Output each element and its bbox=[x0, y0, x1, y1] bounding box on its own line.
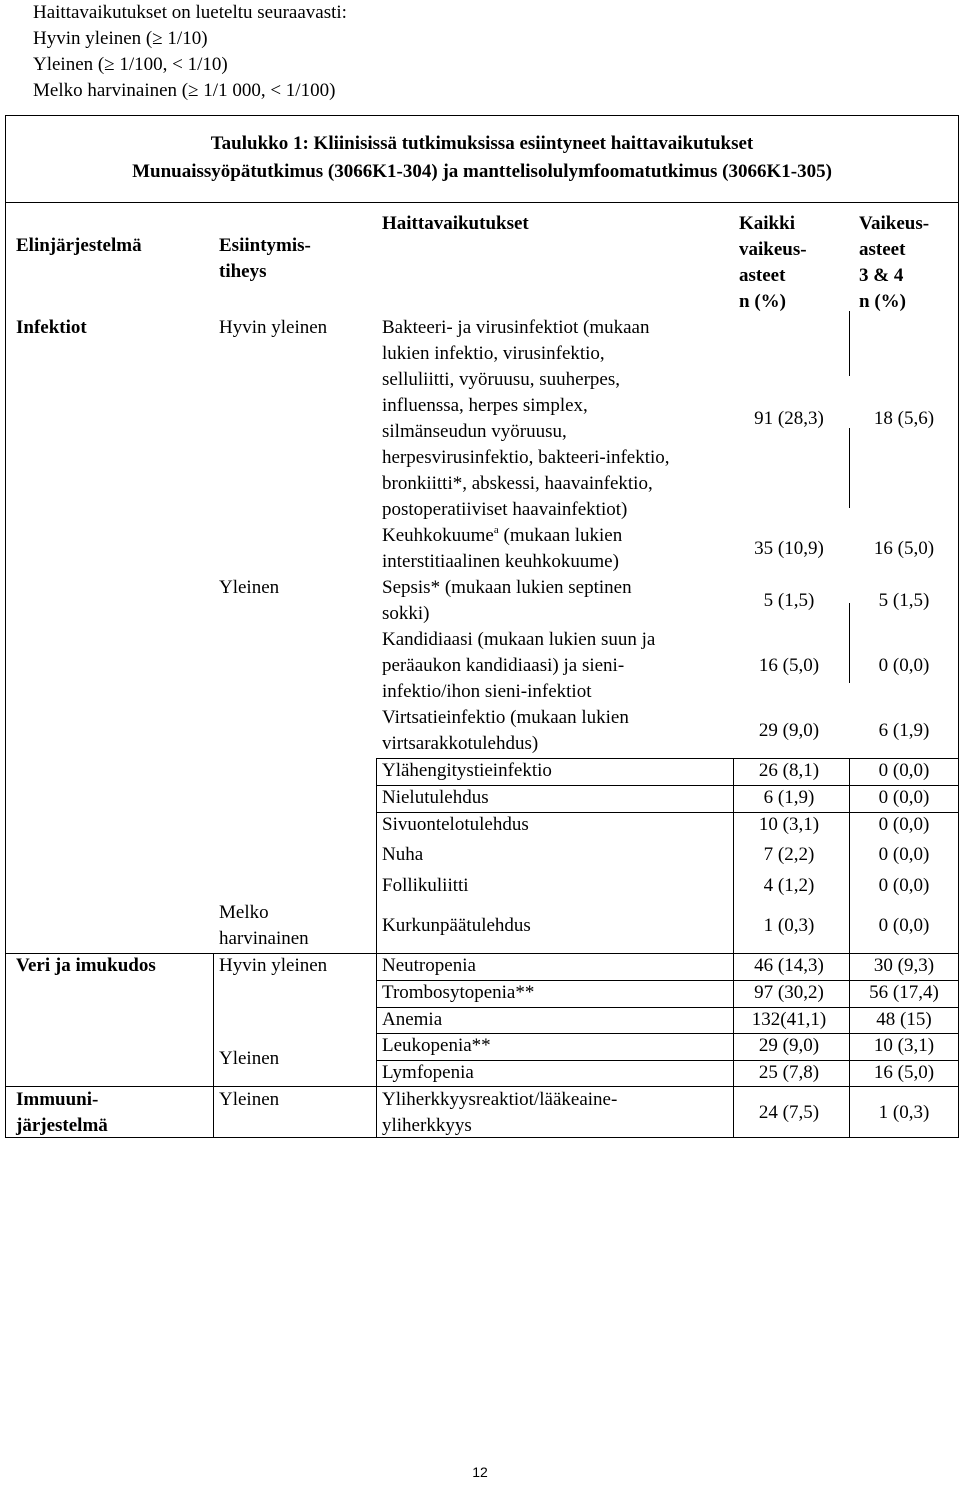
value-all-grades: 7 (2,2) bbox=[763, 844, 815, 865]
freq-common-blood: Yleinen bbox=[219, 1048, 280, 1069]
value-grade34: 0 (0,0) bbox=[878, 844, 930, 865]
value-grade34: 10 (3,1) bbox=[873, 1035, 935, 1056]
organ-immune-line1: Immuuni- bbox=[16, 1089, 99, 1110]
value-grade34: 16 (5,0) bbox=[873, 538, 935, 559]
column-divider bbox=[733, 758, 734, 1137]
freq-common-immune: Yleinen bbox=[219, 1089, 280, 1110]
header-grade34-line3: 3 & 4 bbox=[859, 265, 904, 286]
column-divider bbox=[849, 603, 850, 683]
header-frequency-line2: tiheys bbox=[219, 261, 267, 282]
reaction-text: influenssa, herpes simplex, bbox=[382, 395, 588, 416]
reaction-text: herpesvirusinfektio, bakteeri-infektio, bbox=[382, 447, 670, 468]
value-grade34: 5 (1,5) bbox=[878, 590, 930, 611]
value-grade34: 0 (0,0) bbox=[878, 814, 930, 835]
organ-immune-line2: järjestelmä bbox=[16, 1115, 108, 1136]
value-grade34: 6 (1,9) bbox=[878, 720, 930, 741]
value-grade34: 16 (5,0) bbox=[873, 1062, 935, 1083]
value-all-grades: 25 (7,8) bbox=[758, 1062, 820, 1083]
reaction-text bbox=[382, 523, 622, 549]
reaction-text: selluliitti, vyöruusu, suuherpes, bbox=[382, 369, 621, 390]
reaction-text: Sivuontelotulehdus bbox=[382, 814, 529, 835]
reaction-text: Sepsis* (mukaan lukien septinen bbox=[382, 577, 632, 598]
reaction-text: infektio/ihon sieni-infektiot bbox=[382, 681, 592, 702]
table-title-line1: Taulukko 1: Kliinisissä tutkimuksissa esiintyneet haittavaikutukset bbox=[210, 133, 754, 154]
row-divider bbox=[376, 1060, 959, 1061]
header-all-grades-line4: n (%) bbox=[739, 291, 786, 312]
reaction-text-rest: (mukaan lukien bbox=[498, 525, 623, 546]
freq-very-common-infections: Hyvin yleinen bbox=[219, 317, 328, 338]
reaction-text: Anemia bbox=[382, 1009, 443, 1030]
page-number: 12 bbox=[472, 1464, 488, 1480]
row-divider bbox=[6, 953, 959, 954]
reaction-text: Virtsatieinfektio (mukaan lukien bbox=[382, 707, 629, 728]
value-all-grades: 46 (14,3) bbox=[754, 955, 824, 976]
value-grade34: 48 (15) bbox=[876, 1009, 932, 1030]
table-grid bbox=[5, 202, 959, 1138]
value-all-grades: 26 (8,1) bbox=[758, 760, 820, 781]
table-title-line2: Munuaissyöpätutkimus (3066K1-304) ja manttelisolulymfoomatutkimus (3066K1-305) bbox=[132, 161, 832, 182]
reaction-text: postoperatiiviset haavainfektiot) bbox=[382, 499, 628, 520]
reaction-text: Kandidiaasi (mukaan lukien suun ja bbox=[382, 629, 656, 650]
column-divider bbox=[213, 953, 214, 1137]
reaction-text: yliherkkyys bbox=[382, 1115, 472, 1136]
value-grade34: 0 (0,0) bbox=[878, 875, 930, 896]
value-all-grades: 91 (28,3) bbox=[754, 408, 824, 429]
value-all-grades: 132(41,1) bbox=[751, 1009, 827, 1030]
value-all-grades: 16 (5,0) bbox=[758, 655, 820, 676]
reaction-text: silmänseudun vyöruusu, bbox=[382, 421, 567, 442]
row-divider bbox=[376, 812, 959, 813]
reaction-text: peräaukon kandidiaasi) ja sieni- bbox=[382, 655, 625, 676]
organ-blood: Veri ja imukudos bbox=[16, 955, 156, 976]
column-divider bbox=[376, 758, 377, 1137]
header-organ: Elinjärjestelmä bbox=[16, 235, 142, 256]
reaction-text: Ylähengitystieinfektio bbox=[382, 760, 552, 781]
table-caption bbox=[5, 115, 959, 202]
value-all-grades: 10 (3,1) bbox=[758, 814, 820, 835]
value-all-grades: 5 (1,5) bbox=[763, 590, 815, 611]
reaction-text: Leukopenia** bbox=[382, 1035, 491, 1056]
row-divider bbox=[6, 1086, 959, 1087]
reaction-text: virtsarakkotulehdus) bbox=[382, 733, 539, 754]
intro-lead: Haittavaikutukset on lueteltu seuraavasti: bbox=[33, 2, 347, 23]
column-divider bbox=[849, 758, 850, 1137]
reaction-pneumonia: Keuhkokuume bbox=[382, 525, 494, 546]
value-grade34: 1 (0,3) bbox=[878, 1102, 930, 1123]
value-all-grades: 29 (9,0) bbox=[758, 720, 820, 741]
reaction-text: Kurkunpäätulehdus bbox=[382, 915, 531, 936]
reaction-text: Follikuliitti bbox=[382, 875, 469, 896]
header-reactions: Haittavaikutukset bbox=[382, 213, 529, 234]
value-all-grades: 97 (30,2) bbox=[754, 982, 824, 1003]
value-all-grades: 35 (10,9) bbox=[754, 538, 824, 559]
value-all-grades: 24 (7,5) bbox=[758, 1102, 820, 1123]
reaction-text: bronkiitti*, abskessi, haavainfektio, bbox=[382, 473, 653, 494]
freq-very-common-blood: Hyvin yleinen bbox=[219, 955, 328, 976]
reaction-text: Bakteeri- ja virusinfektiot (mukaan bbox=[382, 317, 650, 338]
footnote-marker: a bbox=[493, 524, 499, 536]
header-all-grades-line2: vaikeus- bbox=[739, 239, 807, 260]
reaction-text: Nielutulehdus bbox=[382, 787, 489, 808]
reaction-text: lukien infektio, virusinfektio, bbox=[382, 343, 605, 364]
intro-very-common: Hyvin yleinen (≥ 1/10) bbox=[33, 28, 208, 49]
header-grade34-line1: Vaikeus- bbox=[859, 213, 930, 234]
value-all-grades: 4 (1,2) bbox=[763, 875, 815, 896]
intro-common: Yleinen (≥ 1/100, < 1/10) bbox=[33, 54, 228, 75]
value-grade34: 0 (0,0) bbox=[878, 787, 930, 808]
reaction-text: Lymfopenia bbox=[382, 1062, 474, 1083]
value-all-grades: 29 (9,0) bbox=[758, 1035, 820, 1056]
reaction-text: Yliherkkyysreaktiot/lääkeaine- bbox=[382, 1089, 618, 1110]
freq-uncommon-line2: harvinainen bbox=[219, 928, 309, 949]
value-grade34: 0 (0,0) bbox=[878, 915, 930, 936]
freq-uncommon-line1: Melko bbox=[219, 902, 269, 923]
intro-section bbox=[33, 0, 933, 104]
header-all-grades-line3: asteet bbox=[739, 265, 786, 286]
column-divider bbox=[849, 311, 850, 376]
row-divider bbox=[376, 758, 959, 759]
reaction-text: Neutropenia bbox=[382, 955, 476, 976]
value-grade34: 18 (5,6) bbox=[873, 408, 935, 429]
row-divider bbox=[376, 1007, 959, 1008]
row-divider bbox=[376, 980, 959, 981]
value-all-grades: 6 (1,9) bbox=[763, 787, 815, 808]
organ-infections: Infektiot bbox=[16, 317, 87, 338]
value-grade34: 0 (0,0) bbox=[878, 655, 930, 676]
reaction-text: Nuha bbox=[382, 844, 424, 865]
row-divider bbox=[376, 785, 959, 786]
reaction-text: Trombosytopenia** bbox=[382, 982, 535, 1003]
column-divider bbox=[849, 428, 850, 508]
header-grade34-line4: n (%) bbox=[859, 291, 906, 312]
reaction-text: sokki) bbox=[382, 603, 430, 624]
reaction-text: interstitiaalinen keuhkokuume) bbox=[382, 551, 619, 572]
header-frequency-line1: Esiintymis- bbox=[219, 235, 311, 256]
value-all-grades: 1 (0,3) bbox=[763, 915, 815, 936]
intro-uncommon: Melko harvinainen (≥ 1/1 000, < 1/100) bbox=[33, 80, 336, 101]
header-grade34-line2: asteet bbox=[859, 239, 906, 260]
value-grade34: 56 (17,4) bbox=[869, 982, 939, 1003]
freq-common-infections: Yleinen bbox=[219, 577, 280, 598]
adverse-reactions-table bbox=[5, 115, 959, 1138]
header-all-grades-line1: Kaikki bbox=[739, 213, 795, 234]
row-divider bbox=[376, 1033, 959, 1034]
value-grade34: 30 (9,3) bbox=[873, 955, 935, 976]
value-grade34: 0 (0,0) bbox=[878, 760, 930, 781]
